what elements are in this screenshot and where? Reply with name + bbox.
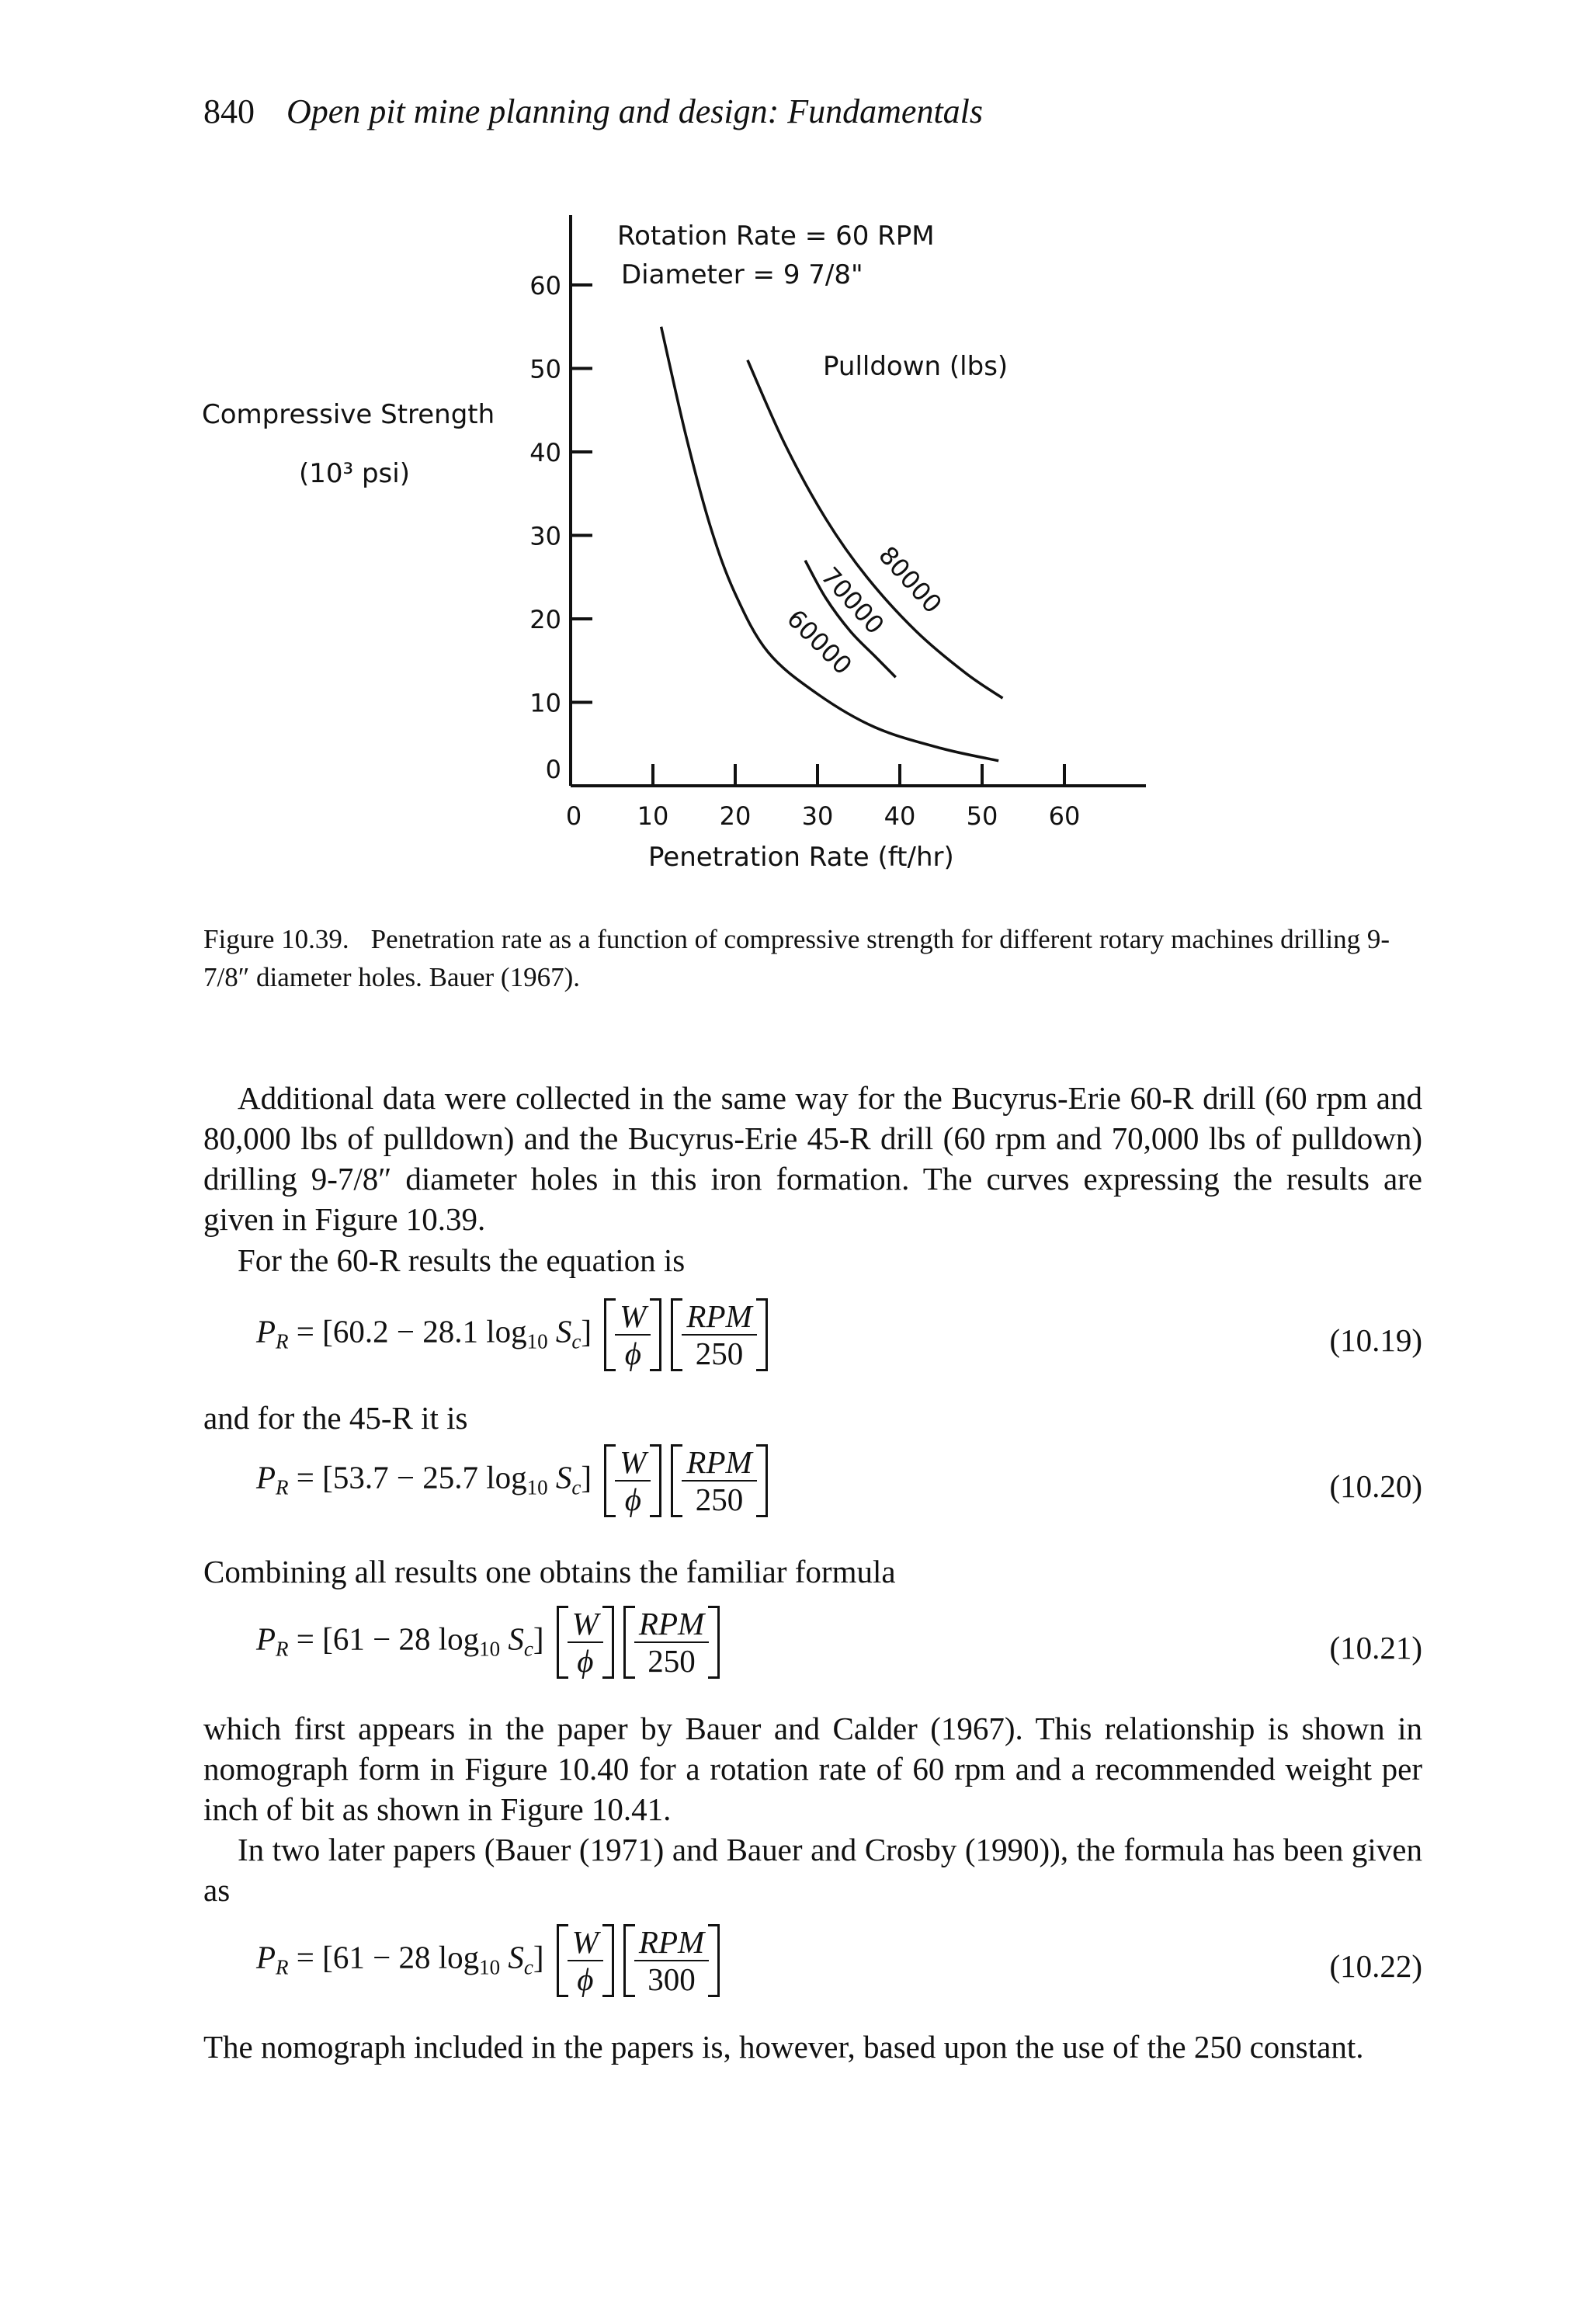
curve-group	[661, 327, 1003, 761]
series-label-70000: 70000	[815, 561, 890, 641]
chart-axes	[571, 215, 1146, 786]
figure-10-39	[194, 175, 1203, 912]
x-tick-group	[566, 764, 1081, 831]
annotation-rotation-rate: Rotation Rate = 60 RPM	[617, 221, 935, 252]
y-tick-label: 60	[529, 271, 561, 300]
eq3-const-b: 28	[398, 1621, 431, 1657]
annotation-pulldown: Pulldown (lbs)	[823, 351, 1009, 382]
y-tick-label: 50	[529, 354, 561, 384]
annotation-diameter: Diameter = 9 7/8"	[621, 259, 863, 290]
equation-10-19: $P_R = [60.2 - 28.1$ $\log_{10} S_c$] $\frac{W}{\phi}$ $\frac{\text{RPM}}{250}$ (10.19)	[256, 1298, 1422, 1371]
y-tick-label: 20	[529, 605, 561, 634]
eq3-denominator: 250	[647, 1643, 696, 1679]
eq2-const-b: 25.7	[422, 1459, 478, 1495]
x-tick-label: 30	[801, 801, 834, 831]
y-tick-label: 0	[545, 755, 561, 784]
paragraph-5: which first appears in the paper by Bauer and Calder (1967). This relationship is shown in nomograph form in Figure 10.40 for a rotation rate of 60 rpm and a recommended weight per inch of bit as shown in Figure 10.41.	[203, 1711, 1422, 1827]
page-number: 840	[203, 92, 255, 130]
series-label-60000: 60000	[781, 603, 858, 681]
equation-number-3: (10.21)	[1329, 1630, 1422, 1666]
x-tick-label: 40	[884, 801, 916, 831]
caption-label: Figure 10.39.	[203, 924, 349, 954]
paragraph-1: Additional data were collected in the same way for the Bucyrus-Erie 60-R drill (60 rpm and 80,000 lbs of pulldown) and the Bucyrus-Erie 45-R drill (60 rpm and 70,000 lbs of pulldown) drilling 9-7/8″ diameter holes in this iron formation. The curves expressing the results are given in Figure 10.39.	[203, 1080, 1422, 1237]
y-tick-label: 40	[529, 438, 561, 467]
series-label-80000: 80000	[873, 540, 948, 620]
equation-10-20: $P_R = [53.7 - 25.7$ $\log_{10} S_c$] $\frac{W}{\phi}$ $\frac{\text{RPM}}{250}$ (10.20)	[256, 1444, 1422, 1517]
eq3-const-a: 61	[332, 1621, 365, 1657]
eq2-denominator: 250	[695, 1482, 744, 1517]
x-tick-label: 10	[637, 801, 669, 831]
x-axis-label: Penetration Rate (ft/hr)	[648, 842, 954, 873]
equation-number-4: (10.22)	[1329, 1948, 1422, 1984]
eq4-denominator: 300	[647, 1961, 696, 1997]
x-tick-label: 60	[1048, 801, 1081, 831]
paragraph-7: The nomograph included in the papers is, however, based upon the use of the 250 constant.	[203, 2029, 1364, 2065]
eq4-const-b: 28	[398, 1939, 431, 1975]
equation-10-21: $P_R = [61 - 28$ $\log_{10} S_c$] $\frac{W}{\phi}$ $\frac{\text{RPM}}{250}$ (10.21)	[256, 1606, 1422, 1679]
y-axis-label-line1: Compressive Strength	[202, 399, 495, 430]
y-axis-label-line2: (10³ psi)	[299, 458, 410, 489]
paragraph-6: In two later papers (Bauer (1971) and Bauer and Crosby (1990)), the formula has been given as	[203, 1832, 1422, 1908]
paragraph-4: Combining all results one obtains the familiar formula	[203, 1554, 896, 1589]
eq4-const-a: 61	[332, 1939, 365, 1975]
book-title: Open pit mine planning and design: Fundamentals	[286, 92, 984, 130]
curve-60000	[661, 327, 999, 761]
equation-number-1: (10.19)	[1329, 1322, 1422, 1358]
x-tick-label: 50	[966, 801, 998, 831]
eq1-const-a: 60.2	[332, 1313, 389, 1350]
x-tick-label: 0	[565, 801, 582, 831]
curve-80000	[748, 360, 1003, 698]
x-tick-label: 20	[719, 801, 752, 831]
eq1-denominator: 250	[695, 1336, 744, 1371]
paragraph-3: and for the 45-R it is	[203, 1400, 468, 1436]
equation-10-22: $P_R = [61 - 28$ $\log_{10} S_c$] $\frac{W}{\phi}$ $\frac{\text{RPM}}{300}$ (10.22)	[256, 1924, 1422, 1997]
caption-text: Penetration rate as a function of compressive strength for different rotary machines drilling 9-7/8″ diameter holes. Bauer (1967).	[203, 924, 1390, 992]
eq2-const-a: 53.7	[332, 1459, 389, 1495]
y-tick-label: 30	[529, 521, 561, 551]
penetration-rate-chart	[194, 175, 1203, 912]
paragraph-2: For the 60-R results the equation is	[238, 1242, 686, 1278]
figure-caption	[203, 920, 1422, 996]
eq1-const-b: 28.1	[422, 1313, 478, 1350]
running-header	[203, 92, 983, 131]
y-tick-group	[529, 271, 592, 784]
y-tick-label: 10	[529, 688, 561, 718]
equation-number-2: (10.20)	[1329, 1468, 1422, 1504]
